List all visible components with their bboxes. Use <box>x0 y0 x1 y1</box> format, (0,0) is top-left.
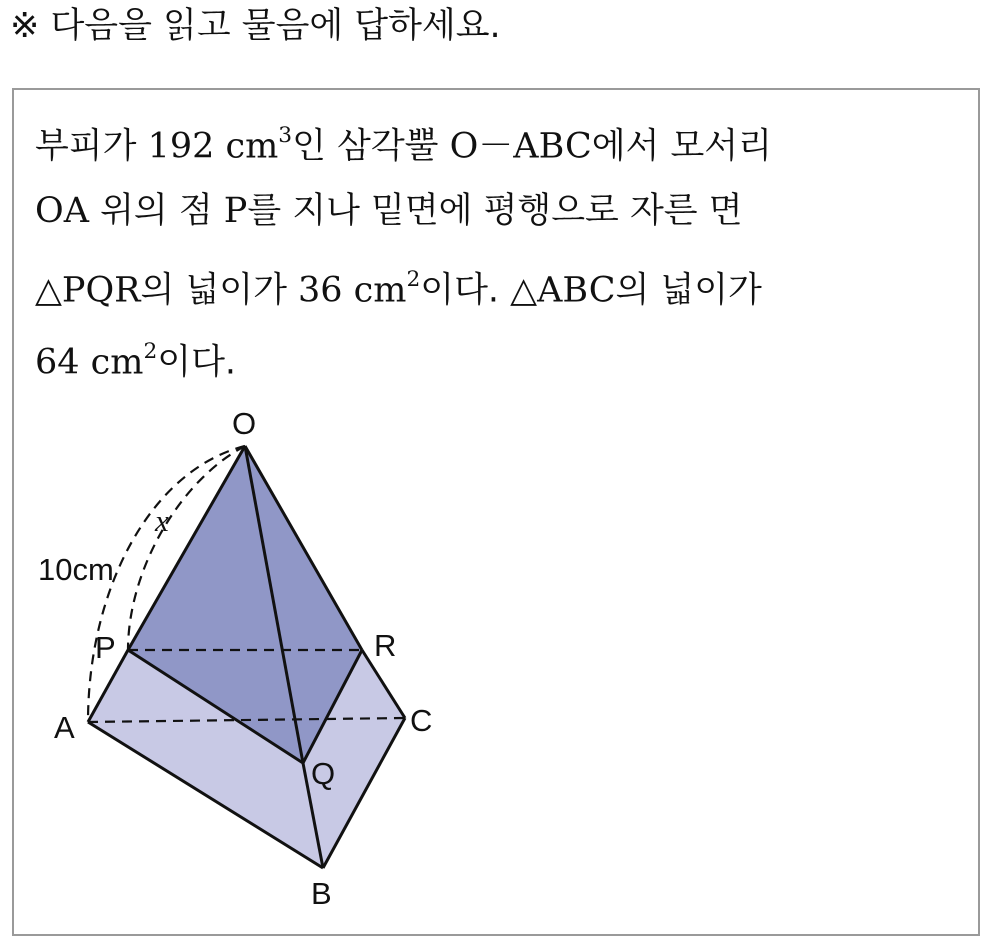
text-segment: 의 넓이가 <box>615 270 762 311</box>
base-triangle-name: △ABC <box>510 270 616 311</box>
label-B: B <box>311 876 332 911</box>
text-segment: 이다. <box>420 270 511 311</box>
label-P: P <box>95 630 116 665</box>
text-segment: 를 지나 밑면에 평행으로 자른 면 <box>247 191 743 231</box>
text-segment: 에서 모서리 <box>591 126 772 167</box>
label-Q: Q <box>311 756 336 791</box>
text-segment: 부피가 <box>35 126 148 167</box>
section-area-value: 36 cm <box>298 270 407 311</box>
label-C: C <box>410 703 433 738</box>
section-area-exponent: 2 <box>406 267 421 293</box>
volume-value: 192 cm <box>147 126 279 167</box>
label-edge-length: 10cm <box>38 552 114 587</box>
section-triangle-name: △PQR <box>35 270 141 311</box>
pyramid-name: O－ABC <box>449 126 592 167</box>
text-segment: 위의 점 <box>88 191 224 231</box>
text-segment: 의 넓이가 <box>140 270 299 311</box>
edge-name: OA <box>35 191 89 231</box>
point-name: P <box>223 191 248 231</box>
base-area-value: 64 cm <box>35 342 144 383</box>
label-R: R <box>374 628 397 663</box>
volume-exponent: 3 <box>278 123 293 149</box>
label-variable-x: x <box>155 503 169 538</box>
text-segment: 이다. <box>157 342 237 383</box>
base-area-exponent: 2 <box>143 339 158 365</box>
label-A: A <box>54 710 75 745</box>
label-O: O <box>232 406 257 441</box>
instruction-text: ※ 다음을 읽고 물음에 답하세요. <box>10 6 501 46</box>
text-segment: 인 삼각뿔 <box>292 126 450 167</box>
